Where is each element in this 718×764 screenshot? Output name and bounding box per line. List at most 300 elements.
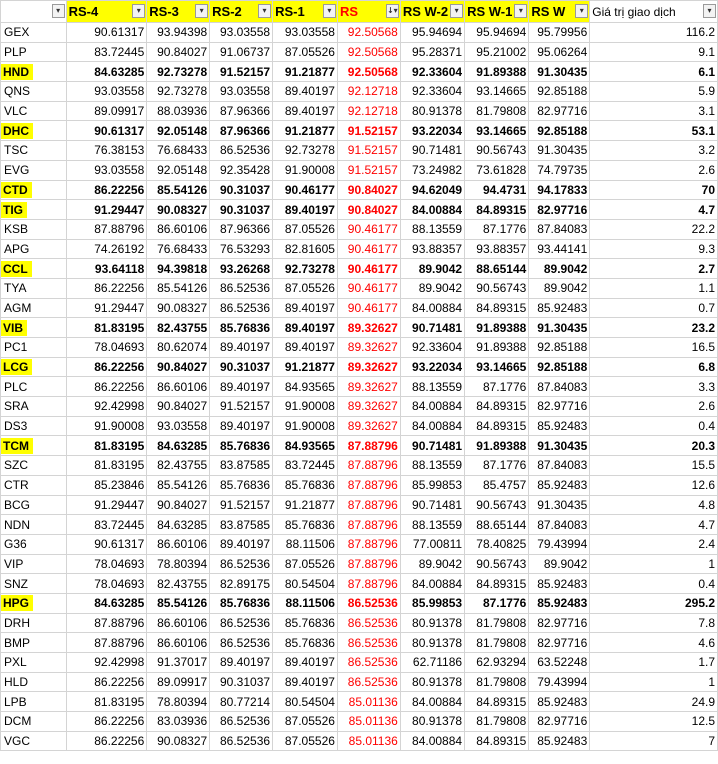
header-rsw[interactable]	[529, 1, 590, 23]
rs4-cell[interactable]: 86.22256	[66, 712, 147, 732]
rs1-cell[interactable]: 91.21877	[273, 495, 338, 515]
rs2-cell[interactable]: 83.87585	[210, 456, 273, 476]
rs3-cell[interactable]: 91.37017	[147, 653, 210, 673]
rsw-cell[interactable]: 82.97716	[529, 633, 590, 653]
gtgd-cell[interactable]: 1	[590, 672, 718, 692]
rsw-cell[interactable]: 85.92483	[529, 416, 590, 436]
rs1-cell[interactable]: 84.93565	[273, 436, 338, 456]
rs4-cell[interactable]: 78.04693	[66, 574, 147, 594]
gtgd-cell[interactable]: 6.8	[590, 357, 718, 377]
rs3-cell[interactable]: 93.03558	[147, 416, 210, 436]
rs2-cell[interactable]: 89.40197	[210, 534, 273, 554]
rs3-cell[interactable]: 86.60106	[147, 377, 210, 397]
rs3-cell[interactable]: 94.39818	[147, 259, 210, 279]
rs2-cell[interactable]: 90.31037	[210, 180, 273, 200]
rsw2-cell[interactable]: 84.00884	[400, 416, 464, 436]
rs-cell[interactable]: 92.50568	[337, 42, 400, 62]
rsw2-cell[interactable]: 93.22034	[400, 121, 464, 141]
rs2-cell[interactable]: 91.52157	[210, 495, 273, 515]
gtgd-cell[interactable]: 0.4	[590, 416, 718, 436]
ticker-cell[interactable]: BCG	[1, 495, 67, 515]
rs3-cell[interactable]: 78.80394	[147, 554, 210, 574]
rs2-cell[interactable]: 93.26268	[210, 259, 273, 279]
rs1-cell[interactable]: 91.90008	[273, 397, 338, 417]
gtgd-cell[interactable]: 4.8	[590, 495, 718, 515]
rs-cell[interactable]: 92.50568	[337, 62, 400, 82]
gtgd-cell[interactable]: 2.6	[590, 397, 718, 417]
rsw-cell[interactable]: 91.30435	[529, 495, 590, 515]
rsw2-cell[interactable]: 90.71481	[400, 436, 464, 456]
ticker-cell[interactable]	[1, 200, 67, 220]
rs3-cell[interactable]: 90.84027	[147, 357, 210, 377]
rs4-cell[interactable]: 90.61317	[66, 121, 147, 141]
rsw1-cell[interactable]: 84.89315	[465, 200, 529, 220]
rsw1-cell[interactable]: 93.14665	[465, 121, 529, 141]
rs2-cell[interactable]: 86.52536	[210, 633, 273, 653]
rs4-cell[interactable]: 87.88796	[66, 219, 147, 239]
rs2-cell[interactable]: 86.52536	[210, 731, 273, 751]
header-rsw1[interactable]	[465, 1, 529, 23]
rs3-cell[interactable]: 82.43755	[147, 574, 210, 594]
gtgd-cell[interactable]: 3.3	[590, 377, 718, 397]
rs2-cell[interactable]: 90.31037	[210, 200, 273, 220]
rs2-cell[interactable]: 89.40197	[210, 377, 273, 397]
rs3-cell[interactable]: 86.60106	[147, 633, 210, 653]
rs1-cell[interactable]: 87.05526	[273, 731, 338, 751]
rs-cell[interactable]: 86.52536	[337, 653, 400, 673]
rs3-cell[interactable]: 90.08327	[147, 200, 210, 220]
rs1-cell[interactable]: 91.90008	[273, 160, 338, 180]
rsw-cell[interactable]: 87.84083	[529, 515, 590, 535]
rsw-cell[interactable]: 79.43994	[529, 672, 590, 692]
rsw1-cell[interactable]: 87.1776	[465, 377, 529, 397]
ticker-cell[interactable]: VIP	[1, 554, 67, 574]
rsw2-cell[interactable]: 88.13559	[400, 456, 464, 476]
rs1-cell[interactable]: 89.40197	[273, 318, 338, 338]
rs1-cell[interactable]: 85.76836	[273, 613, 338, 633]
rsw2-cell[interactable]: 89.9042	[400, 278, 464, 298]
gtgd-cell[interactable]: 2.7	[590, 259, 718, 279]
rs4-cell[interactable]: 91.90008	[66, 416, 147, 436]
gtgd-cell[interactable]: 12.5	[590, 712, 718, 732]
rsw2-cell[interactable]: 80.91378	[400, 101, 464, 121]
ticker-cell[interactable]	[1, 121, 67, 141]
rsw-cell[interactable]: 95.79956	[529, 23, 590, 43]
rs2-cell[interactable]: 93.03558	[210, 23, 273, 43]
rs-cell[interactable]: 91.52157	[337, 121, 400, 141]
rsw-cell[interactable]: 93.44141	[529, 239, 590, 259]
rs4-cell[interactable]: 86.22256	[66, 377, 147, 397]
ticker-cell[interactable]	[1, 62, 67, 82]
rsw2-cell[interactable]: 95.94694	[400, 23, 464, 43]
rs4-cell[interactable]: 91.29447	[66, 200, 147, 220]
ticker-cell[interactable]: BMP	[1, 633, 67, 653]
ticker-cell[interactable]	[1, 318, 67, 338]
rs-cell[interactable]: 90.46177	[337, 278, 400, 298]
rs1-cell[interactable]: 89.40197	[273, 200, 338, 220]
rs1-cell[interactable]: 89.40197	[273, 653, 338, 673]
rs4-cell[interactable]: 85.23846	[66, 475, 147, 495]
rsw1-cell[interactable]: 93.14665	[465, 82, 529, 102]
rsw-cell[interactable]: 63.52248	[529, 653, 590, 673]
rs3-cell[interactable]: 78.80394	[147, 692, 210, 712]
rs-cell[interactable]: 89.32627	[337, 416, 400, 436]
gtgd-cell[interactable]: 116.2	[590, 23, 718, 43]
ticker-cell[interactable]	[1, 357, 67, 377]
rs2-cell[interactable]: 76.53293	[210, 239, 273, 259]
rs2-cell[interactable]: 87.96366	[210, 219, 273, 239]
filter-dropdown-icon[interactable]: ▾	[450, 4, 463, 18]
ticker-cell[interactable]: LPB	[1, 692, 67, 712]
rsw1-cell[interactable]: 73.61828	[465, 160, 529, 180]
rs-cell[interactable]: 92.12718	[337, 82, 400, 102]
sort-filter-icon[interactable]: ↓▾	[386, 4, 399, 18]
rs2-cell[interactable]: 86.52536	[210, 613, 273, 633]
rs4-cell[interactable]: 83.72445	[66, 42, 147, 62]
rsw1-cell[interactable]: 84.89315	[465, 731, 529, 751]
rs2-cell[interactable]: 85.76836	[210, 475, 273, 495]
ticker-cell[interactable]: G36	[1, 534, 67, 554]
rsw1-cell[interactable]: 93.88357	[465, 239, 529, 259]
rsw1-cell[interactable]: 78.40825	[465, 534, 529, 554]
header-gtgd[interactable]	[590, 1, 718, 23]
gtgd-cell[interactable]: 16.5	[590, 338, 718, 358]
ticker-cell[interactable]: PLC	[1, 377, 67, 397]
rsw-cell[interactable]: 82.97716	[529, 712, 590, 732]
ticker-cell[interactable]: CTR	[1, 475, 67, 495]
rs3-cell[interactable]: 92.05148	[147, 160, 210, 180]
gtgd-cell[interactable]: 4.6	[590, 633, 718, 653]
rs2-cell[interactable]: 86.52536	[210, 712, 273, 732]
gtgd-cell[interactable]: 1	[590, 554, 718, 574]
rsw-cell[interactable]: 92.85188	[529, 121, 590, 141]
rs1-cell[interactable]: 83.72445	[273, 456, 338, 476]
rs3-cell[interactable]: 86.60106	[147, 613, 210, 633]
rs-cell[interactable]: 87.88796	[337, 475, 400, 495]
gtgd-cell[interactable]: 3.1	[590, 101, 718, 121]
rsw2-cell[interactable]: 95.28371	[400, 42, 464, 62]
rs-cell[interactable]: 92.12718	[337, 101, 400, 121]
header-rs1[interactable]	[273, 1, 338, 23]
rsw-cell[interactable]: 87.84083	[529, 456, 590, 476]
rs3-cell[interactable]: 92.05148	[147, 121, 210, 141]
rs4-cell[interactable]: 91.29447	[66, 495, 147, 515]
rsw-cell[interactable]: 85.92483	[529, 731, 590, 751]
rs-cell[interactable]: 90.46177	[337, 239, 400, 259]
rs3-cell[interactable]: 86.60106	[147, 219, 210, 239]
rs-cell[interactable]: 86.52536	[337, 593, 400, 613]
rsw1-cell[interactable]: 88.65144	[465, 259, 529, 279]
rs1-cell[interactable]: 89.40197	[273, 338, 338, 358]
rs4-cell[interactable]: 90.61317	[66, 534, 147, 554]
ticker-cell[interactable]: DCM	[1, 712, 67, 732]
rs1-cell[interactable]: 84.93565	[273, 377, 338, 397]
filter-dropdown-icon[interactable]: ▾	[323, 4, 336, 18]
rsw-cell[interactable]: 82.97716	[529, 397, 590, 417]
rs3-cell[interactable]: 84.63285	[147, 515, 210, 535]
rs3-cell[interactable]: 90.08327	[147, 731, 210, 751]
rs2-cell[interactable]: 86.52536	[210, 141, 273, 161]
ticker-cell[interactable]: PC1	[1, 338, 67, 358]
gtgd-cell[interactable]: 3.2	[590, 141, 718, 161]
ticker-cell[interactable]: SNZ	[1, 574, 67, 594]
rsw2-cell[interactable]: 85.99853	[400, 593, 464, 613]
rs3-cell[interactable]: 90.08327	[147, 298, 210, 318]
rsw1-cell[interactable]: 90.56743	[465, 141, 529, 161]
ticker-cell[interactable]: QNS	[1, 82, 67, 102]
rsw1-cell[interactable]: 95.21002	[465, 42, 529, 62]
rsw1-cell[interactable]: 81.79808	[465, 613, 529, 633]
gtgd-cell[interactable]: 1.1	[590, 278, 718, 298]
rs2-cell[interactable]: 80.77214	[210, 692, 273, 712]
rs-cell[interactable]: 87.88796	[337, 554, 400, 574]
ticker-cell[interactable]: HLD	[1, 672, 67, 692]
rsw2-cell[interactable]: 92.33604	[400, 82, 464, 102]
filter-dropdown-icon[interactable]: ▾	[703, 4, 716, 18]
rsw2-cell[interactable]: 88.13559	[400, 377, 464, 397]
rsw-cell[interactable]: 92.85188	[529, 357, 590, 377]
rsw2-cell[interactable]: 88.13559	[400, 219, 464, 239]
rs2-cell[interactable]: 83.87585	[210, 515, 273, 535]
gtgd-cell[interactable]: 15.5	[590, 456, 718, 476]
rs1-cell[interactable]: 93.03558	[273, 23, 338, 43]
rsw-cell[interactable]: 87.84083	[529, 377, 590, 397]
rs3-cell[interactable]: 76.68433	[147, 239, 210, 259]
rsw-cell[interactable]: 94.17833	[529, 180, 590, 200]
rsw-cell[interactable]: 85.92483	[529, 298, 590, 318]
rs-cell[interactable]: 87.88796	[337, 515, 400, 535]
gtgd-cell[interactable]: 2.4	[590, 534, 718, 554]
rs1-cell[interactable]: 88.11506	[273, 593, 338, 613]
gtgd-cell[interactable]: 23.2	[590, 318, 718, 338]
rsw1-cell[interactable]: 91.89388	[465, 436, 529, 456]
rsw1-cell[interactable]: 93.14665	[465, 357, 529, 377]
ticker-cell[interactable]: DS3	[1, 416, 67, 436]
rs3-cell[interactable]: 76.68433	[147, 141, 210, 161]
gtgd-cell[interactable]: 9.3	[590, 239, 718, 259]
gtgd-cell[interactable]: 24.9	[590, 692, 718, 712]
rsw1-cell[interactable]: 84.89315	[465, 692, 529, 712]
rs1-cell[interactable]: 87.05526	[273, 554, 338, 574]
rs-cell[interactable]: 85.01136	[337, 692, 400, 712]
rs-cell[interactable]: 86.52536	[337, 613, 400, 633]
rs1-cell[interactable]: 87.05526	[273, 712, 338, 732]
rs3-cell[interactable]: 82.43755	[147, 318, 210, 338]
ticker-cell[interactable]: DRH	[1, 613, 67, 633]
rs1-cell[interactable]: 89.40197	[273, 298, 338, 318]
rs3-cell[interactable]: 89.09917	[147, 672, 210, 692]
rsw1-cell[interactable]: 87.1776	[465, 593, 529, 613]
rs2-cell[interactable]: 82.89175	[210, 574, 273, 594]
rs-cell[interactable]: 87.88796	[337, 534, 400, 554]
filter-dropdown-icon[interactable]: ▾	[52, 4, 65, 18]
rs2-cell[interactable]: 89.40197	[210, 338, 273, 358]
rs-cell[interactable]: 89.32627	[337, 338, 400, 358]
rsw1-cell[interactable]: 84.89315	[465, 416, 529, 436]
rs2-cell[interactable]: 91.06737	[210, 42, 273, 62]
rsw2-cell[interactable]: 90.71481	[400, 495, 464, 515]
rsw1-cell[interactable]: 94.4731	[465, 180, 529, 200]
rs4-cell[interactable]: 86.22256	[66, 357, 147, 377]
rs2-cell[interactable]: 92.35428	[210, 160, 273, 180]
rs2-cell[interactable]: 89.40197	[210, 416, 273, 436]
rsw1-cell[interactable]: 81.79808	[465, 672, 529, 692]
rsw2-cell[interactable]: 84.00884	[400, 298, 464, 318]
ticker-cell[interactable]: TSC	[1, 141, 67, 161]
rsw1-cell[interactable]: 91.89388	[465, 62, 529, 82]
ticker-cell[interactable]: AGM	[1, 298, 67, 318]
rs1-cell[interactable]: 85.76836	[273, 515, 338, 535]
rs3-cell[interactable]: 86.60106	[147, 534, 210, 554]
rs1-cell[interactable]: 91.21877	[273, 62, 338, 82]
rsw2-cell[interactable]: 84.00884	[400, 692, 464, 712]
header-rs[interactable]	[337, 1, 400, 23]
rsw1-cell[interactable]: 84.89315	[465, 574, 529, 594]
rsw1-cell[interactable]: 62.93294	[465, 653, 529, 673]
rs4-cell[interactable]: 87.88796	[66, 633, 147, 653]
rsw2-cell[interactable]: 92.33604	[400, 338, 464, 358]
rs4-cell[interactable]: 81.83195	[66, 456, 147, 476]
rsw1-cell[interactable]: 90.56743	[465, 554, 529, 574]
gtgd-cell[interactable]: 6.1	[590, 62, 718, 82]
rs2-cell[interactable]: 85.76836	[210, 318, 273, 338]
filter-dropdown-icon[interactable]: ▾	[132, 4, 145, 18]
ticker-cell[interactable]: SZC	[1, 456, 67, 476]
rsw2-cell[interactable]: 80.91378	[400, 712, 464, 732]
rs3-cell[interactable]: 83.03936	[147, 712, 210, 732]
ticker-cell[interactable]: EVG	[1, 160, 67, 180]
rs3-cell[interactable]: 93.94398	[147, 23, 210, 43]
rs4-cell[interactable]: 74.26192	[66, 239, 147, 259]
ticker-cell[interactable]: GEX	[1, 23, 67, 43]
rsw1-cell[interactable]: 87.1776	[465, 219, 529, 239]
rs-cell[interactable]: 91.52157	[337, 141, 400, 161]
rs2-cell[interactable]: 90.31037	[210, 672, 273, 692]
rs4-cell[interactable]: 93.03558	[66, 160, 147, 180]
rs3-cell[interactable]: 85.54126	[147, 180, 210, 200]
rsw1-cell[interactable]: 84.89315	[465, 298, 529, 318]
rs2-cell[interactable]: 86.52536	[210, 278, 273, 298]
rs-cell[interactable]: 91.52157	[337, 160, 400, 180]
gtgd-cell[interactable]: 0.4	[590, 574, 718, 594]
rs2-cell[interactable]: 85.76836	[210, 593, 273, 613]
rs2-cell[interactable]: 93.03558	[210, 82, 273, 102]
rsw-cell[interactable]: 82.97716	[529, 101, 590, 121]
rsw-cell[interactable]: 89.9042	[529, 278, 590, 298]
rs-cell[interactable]: 89.32627	[337, 397, 400, 417]
rs4-cell[interactable]: 91.29447	[66, 298, 147, 318]
rs2-cell[interactable]: 91.52157	[210, 397, 273, 417]
gtgd-cell[interactable]: 4.7	[590, 200, 718, 220]
rsw-cell[interactable]: 79.43994	[529, 534, 590, 554]
rs3-cell[interactable]: 80.62074	[147, 338, 210, 358]
header-rs4[interactable]	[66, 1, 147, 23]
rsw-cell[interactable]: 91.30435	[529, 318, 590, 338]
rsw-cell[interactable]: 85.92483	[529, 475, 590, 495]
rsw1-cell[interactable]: 84.89315	[465, 397, 529, 417]
rs4-cell[interactable]: 93.03558	[66, 82, 147, 102]
gtgd-cell[interactable]: 7.8	[590, 613, 718, 633]
rsw1-cell[interactable]: 90.56743	[465, 495, 529, 515]
gtgd-cell[interactable]: 12.6	[590, 475, 718, 495]
rsw2-cell[interactable]: 80.91378	[400, 613, 464, 633]
rs4-cell[interactable]: 89.09917	[66, 101, 147, 121]
rs3-cell[interactable]: 90.84027	[147, 495, 210, 515]
rs1-cell[interactable]: 91.90008	[273, 416, 338, 436]
rs-cell[interactable]: 85.01136	[337, 731, 400, 751]
rs2-cell[interactable]: 87.96366	[210, 121, 273, 141]
rs2-cell[interactable]: 86.52536	[210, 298, 273, 318]
rsw1-cell[interactable]: 90.56743	[465, 278, 529, 298]
rs-cell[interactable]: 92.50568	[337, 23, 400, 43]
rsw2-cell[interactable]: 94.62049	[400, 180, 464, 200]
rs-cell[interactable]: 90.46177	[337, 219, 400, 239]
rs-cell[interactable]: 89.32627	[337, 377, 400, 397]
rs3-cell[interactable]: 84.63285	[147, 436, 210, 456]
gtgd-cell[interactable]: 295.2	[590, 593, 718, 613]
rs4-cell[interactable]: 81.83195	[66, 436, 147, 456]
rs4-cell[interactable]: 83.72445	[66, 515, 147, 535]
filter-dropdown-icon[interactable]: ▾	[195, 4, 208, 18]
rsw2-cell[interactable]: 90.71481	[400, 318, 464, 338]
ticker-cell[interactable]: SRA	[1, 397, 67, 417]
ticker-cell[interactable]	[1, 593, 67, 613]
rsw-cell[interactable]: 92.85188	[529, 82, 590, 102]
ticker-cell[interactable]: APG	[1, 239, 67, 259]
ticker-cell[interactable]: PXL	[1, 653, 67, 673]
rs-cell[interactable]: 87.88796	[337, 456, 400, 476]
rs-cell[interactable]: 87.88796	[337, 574, 400, 594]
rsw1-cell[interactable]: 81.79808	[465, 633, 529, 653]
rs2-cell[interactable]: 87.96366	[210, 101, 273, 121]
rsw-cell[interactable]: 92.85188	[529, 338, 590, 358]
rs4-cell[interactable]: 84.63285	[66, 62, 147, 82]
rs-cell[interactable]: 89.32627	[337, 318, 400, 338]
rsw1-cell[interactable]: 81.79808	[465, 101, 529, 121]
rs2-cell[interactable]: 90.31037	[210, 357, 273, 377]
ticker-cell[interactable]: VLC	[1, 101, 67, 121]
rs4-cell[interactable]: 81.83195	[66, 318, 147, 338]
gtgd-cell[interactable]: 20.3	[590, 436, 718, 456]
rs-cell[interactable]: 89.32627	[337, 357, 400, 377]
rsw2-cell[interactable]: 84.00884	[400, 731, 464, 751]
gtgd-cell[interactable]: 9.1	[590, 42, 718, 62]
rsw1-cell[interactable]: 87.1776	[465, 456, 529, 476]
rsw1-cell[interactable]: 91.89388	[465, 318, 529, 338]
rs3-cell[interactable]: 88.03936	[147, 101, 210, 121]
rsw-cell[interactable]: 91.30435	[529, 62, 590, 82]
rsw-cell[interactable]: 91.30435	[529, 141, 590, 161]
ticker-cell[interactable]: NDN	[1, 515, 67, 535]
rs2-cell[interactable]: 85.76836	[210, 436, 273, 456]
rsw2-cell[interactable]: 89.9042	[400, 259, 464, 279]
rs4-cell[interactable]: 92.42998	[66, 397, 147, 417]
rs4-cell[interactable]: 92.42998	[66, 653, 147, 673]
rs4-cell[interactable]: 86.22256	[66, 278, 147, 298]
rsw2-cell[interactable]: 88.13559	[400, 515, 464, 535]
gtgd-cell[interactable]: 1.7	[590, 653, 718, 673]
rsw2-cell[interactable]: 89.9042	[400, 554, 464, 574]
rs3-cell[interactable]: 90.84027	[147, 42, 210, 62]
rs-cell[interactable]: 86.52536	[337, 672, 400, 692]
gtgd-cell[interactable]: 0.7	[590, 298, 718, 318]
rs1-cell[interactable]: 89.40197	[273, 82, 338, 102]
rs-cell[interactable]: 90.46177	[337, 298, 400, 318]
rsw-cell[interactable]: 87.84083	[529, 219, 590, 239]
rs3-cell[interactable]: 85.54126	[147, 593, 210, 613]
ticker-cell[interactable]	[1, 259, 67, 279]
rsw-cell[interactable]: 89.9042	[529, 554, 590, 574]
